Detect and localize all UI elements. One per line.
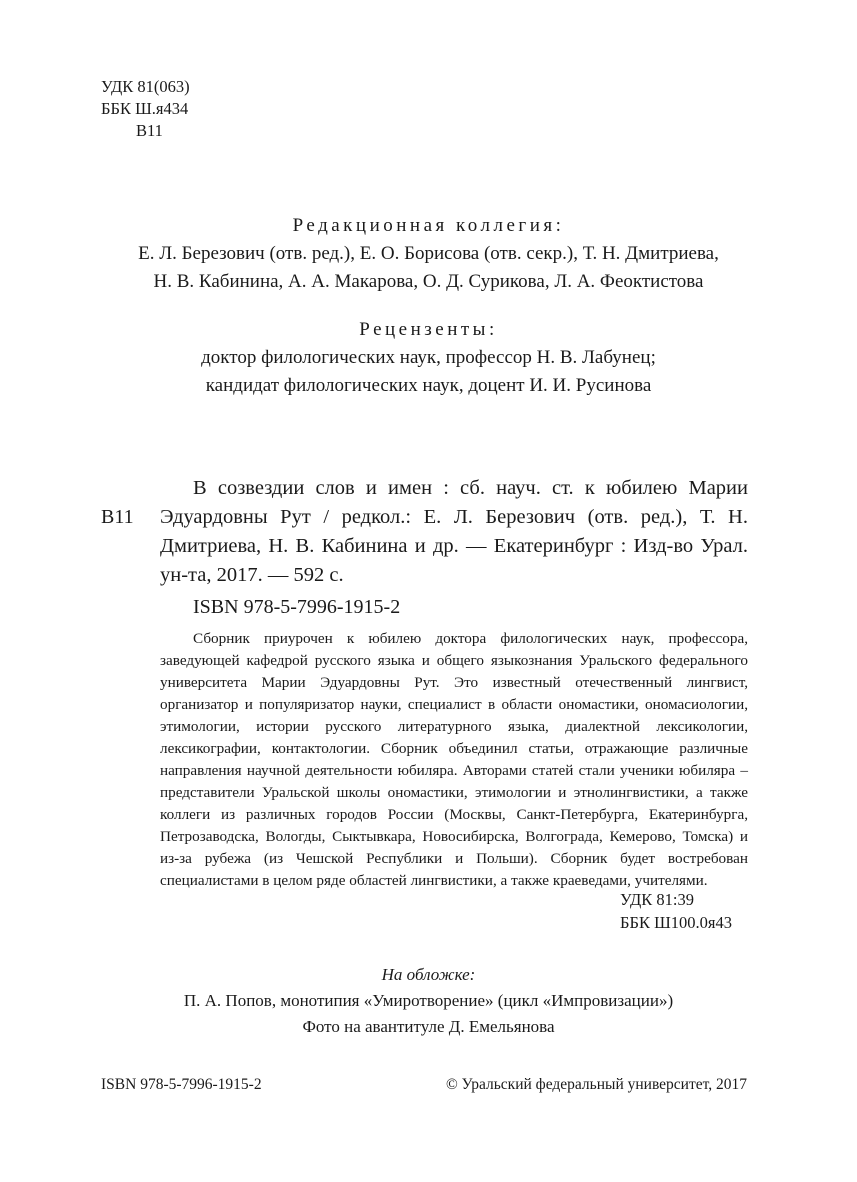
editorial-board-heading: Редакционная коллегия: xyxy=(292,215,565,236)
footer-copyright: © Уральский федеральный университет, 2017 xyxy=(445,1076,747,1093)
reviewer-line-2: кандидат филологических наук, доцент И. И. Русинова xyxy=(205,375,652,396)
bbk-code-bottom: ББК Ш100.0я43 xyxy=(620,913,732,932)
editorial-board-line-1: Е. Л. Березович (отв. ред.), Е. О. Борисова (отв. секр.), Т. Н. Дмитриева, xyxy=(138,243,719,264)
cover-label: На обложке: xyxy=(381,965,476,984)
reviewers-heading: Рецензенты: xyxy=(359,319,498,340)
reviewers xyxy=(90,316,767,400)
catalog-entry xyxy=(160,474,748,590)
annotation-text: Сборник приурочен к юбилею доктора филологических наук, профессора, заведующей кафедрой русского языка и общего языкознания Уральского федерального университета Марии Эдуардовны Рут. Это известный отечественный лингвист, организатор и популяризатор науки, специалист в области ономастики, ономасиологии, этимологии, истории русского литературного языка, диалектной лексикологии, лексикографии, контактологии. Сборник объединил статьи, отражающие различные направления научной деятельности юбиляра. Авторами статей стали ученики юбиляра – представители Уральской школы ономастики, этимологии и этнолингвистики, а также коллеги из различных городов России (Москвы, Санкт-Петербурга, Екатеринбурга, Петрозаводска, Вологды, Сыктывкара, Новосибирска, Волгограда, Кемерово, Томска) и из-за рубежа (из Чешской Республики и Польши). Сборник будет востребован специалистами в целом ряде областей лингвистики, а также краеведами, учителями. xyxy=(160,630,748,889)
catalog-entry-text: В созвездии слов и имен : сб. науч. ст. к юбилею Марии Эдуардовны Рут / редкол.: Е. Л. Березович (отв. ред.), Т. Н. Дмитриева, Н. В. Кабинина и др. — Екатеринбург : Изд-во Урал. ун-та, 2017. — 592 с. xyxy=(160,477,748,586)
bbk-code: ББК Ш.я434 xyxy=(101,99,189,118)
cover-info xyxy=(90,962,767,1040)
footer-isbn: ISBN 978-5-7996-1915-2 xyxy=(101,1076,262,1093)
cover-line-2: Фото на авантитуле Д. Емельянова xyxy=(302,1017,555,1036)
udk-code: УДК 81(063) xyxy=(101,77,190,96)
classification-block xyxy=(101,76,190,142)
editorial-board-line-2: Н. В. Кабинина, А. А. Макарова, О. Д. Сурикова, Л. А. Феоктистова xyxy=(153,271,704,292)
author-mark: В11 xyxy=(136,121,163,140)
isbn-main: ISBN 978-5-7996-1915-2 xyxy=(193,596,401,618)
udk-code-bottom: УДК 81:39 xyxy=(620,890,694,909)
reviewer-line-1: доктор филологических наук, профессор Н. В. Лабунец; xyxy=(201,347,656,368)
classification-bottom xyxy=(620,888,732,934)
editorial-board xyxy=(90,212,767,296)
cover-line-1: П. А. Попов, монотипия «Умиротворение» (цикл «Импровизации») xyxy=(183,991,674,1010)
annotation xyxy=(160,628,748,892)
catalog-code: В11 xyxy=(101,506,134,528)
